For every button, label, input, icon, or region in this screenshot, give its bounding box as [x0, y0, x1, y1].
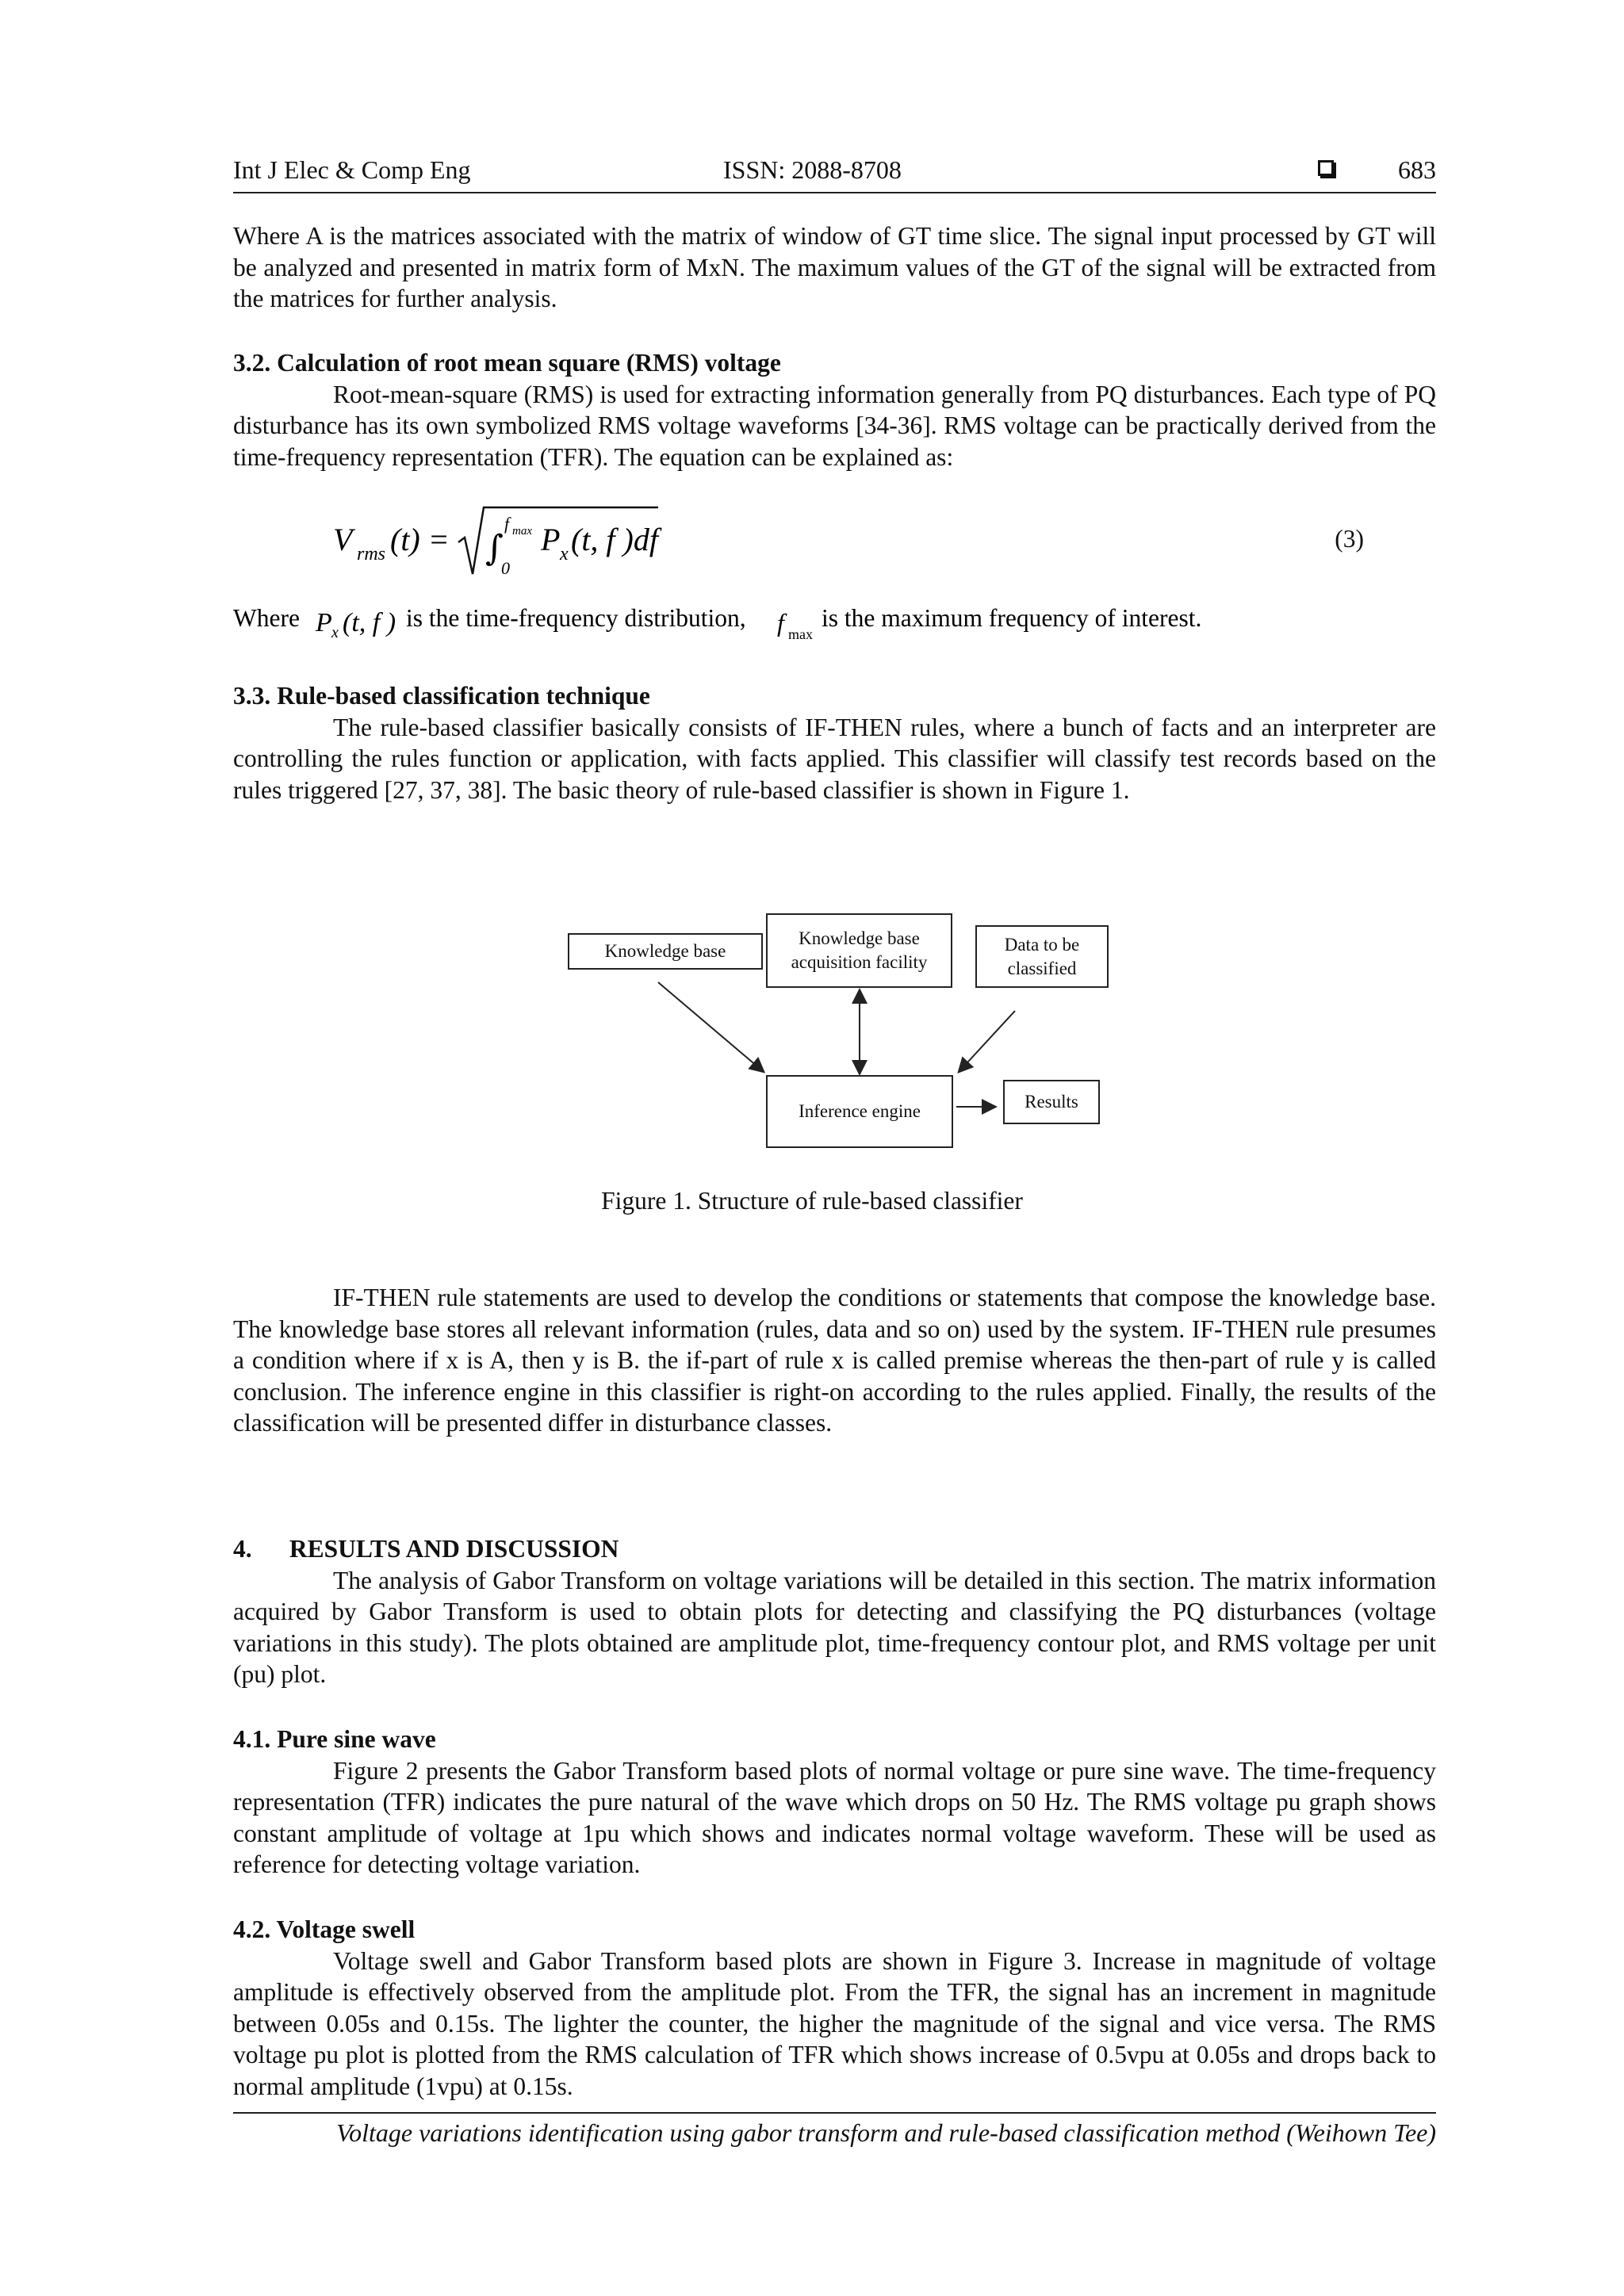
page-number: 683	[1398, 155, 1436, 184]
where-x-sub: x	[331, 624, 339, 641]
section-heading: 4.1. Pure sine wave	[233, 1725, 436, 1753]
eq-v: V	[333, 522, 353, 557]
section-text: Figure 2 presents the Gabor Transform based plots of normal voltage or pure sine wave. The time-frequency representation (TFR) indicates the pure natural of the wave which drops on 50 Hz. The RMS voltage pu graph shows constant amplitude of voltage at 1pu which shows and indicates normal voltage waveform. These will be used as reference for detecting voltage variation.	[233, 1756, 1436, 1879]
section-text: Voltage swell and Gabor Transform based plots are shown in Figure 3. Increase in magnitude of voltage amplitude is effectively observed from the amplitude plot. From the TFR, the signal has an increment in magnitude between 0.05s and 0.15s. The lighter the counter, the higher the magnitude of the signal and vice versa. The RMS voltage pu plot is plotted from the RMS calculation of TFR which shows increase of 0.5vpu at 0.05s and drops back to normal amplitude (1vpu) at 0.15s.	[233, 1946, 1436, 2100]
eq-lhs: (t) =	[390, 522, 450, 557]
results-node: Results	[1003, 1080, 1100, 1124]
arrow-kb-to-engine	[658, 982, 763, 1071]
section-4	[233, 1533, 1436, 1690]
journal-name: Int J Elec & Comp Eng	[233, 155, 471, 184]
section-text: The rule-based classifier basically consists of IF-THEN rules, where a bunch of facts and an interpreter are controlling the rules function or application, with facts applied. This classifier will classify test records based on the rules triggered [27, 37, 38]. The basic theory of rule-based classifier is shown in Figure 1.	[233, 713, 1436, 804]
acquisition-facility-node: Knowledge base acquisition facility	[766, 913, 952, 988]
data-to-be-classified-node: Data to be classified	[975, 925, 1109, 988]
eq-p: P	[541, 522, 561, 557]
eq-rms-sub: rms	[357, 544, 386, 564]
eq-upper: f	[504, 514, 510, 534]
section-text: The analysis of Gabor Transform on voltage variations will be detailed in this section. The matrix information acquired by Gabor Transform is used to obtain plots for detecting and classifying the PQ disturbances (voltage variations in this study). The plots obtained are amplitude plot, time-frequency contour plot, and RMS voltage per unit (pu) plot.	[233, 1566, 1436, 1689]
checkbox-square-icon	[1318, 160, 1334, 176]
paragraph-intro	[233, 220, 1436, 315]
ifthen-text: IF-THEN rule statements are used to develop the conditions or statements that compose the knowledge base. The knowledge base stores all relevant information (rules, data and so on) used by the system. IF-THEN rule presumes a condition where if x is A, then y is B. the if-part of rule x is called premise whereas the then-part of rule y is called conclusion. The inference engine in this classifier is right-on according to the rules applied. Finally, the results of the classification will be presented differ in disturbance classes.	[233, 1284, 1436, 1437]
section-4-2	[233, 1914, 1436, 2103]
eq-x-sub: x	[560, 544, 569, 564]
knowledge-base-node: Knowledge base	[568, 933, 763, 970]
running-header	[233, 155, 1436, 193]
section-heading: 4.2. Voltage swell	[233, 1915, 416, 1943]
svg-text:(t, f ): (t, f )	[343, 608, 396, 637]
equation-number: (3)	[1335, 525, 1364, 553]
section-3-3	[233, 680, 1436, 806]
where-p: P	[316, 608, 332, 637]
where-desc-2: is the maximum frequency of interest.	[822, 604, 1202, 632]
section-heading: 3.3. Rule-based classification technique	[233, 682, 650, 710]
section-3-2	[233, 347, 1436, 473]
integral-icon: ∫	[485, 528, 504, 568]
arrow-data-to-engine	[959, 1011, 1015, 1071]
where-f: f	[777, 608, 784, 637]
where-line	[233, 603, 1436, 649]
figure-1-caption: Figure 1. Structure of rule-based classifier	[601, 1187, 1023, 1215]
section-text: Root-mean-square (RMS) is used for extracting information generally from PQ disturbances. Each type of PQ disturbance has its own symbolized RMS voltage waveforms [34-36]. RMS voltage can be practically derived from the time-frequency representation (TFR). The equation can be explained as:	[233, 380, 1436, 471]
inference-engine-node: Inference engine	[766, 1075, 953, 1148]
eq-lower: 0	[501, 558, 510, 578]
equation-graphic	[333, 501, 1364, 580]
section-heading: 3.2. Calculation of root mean square (RMS) voltage	[233, 349, 781, 377]
eq-upper-sub: max	[512, 525, 532, 538]
running-footer: Voltage variations identification using gabor transform and rule-based classification method (Weihown Tee)	[233, 2112, 1436, 2148]
where-fmax-sub: max	[788, 626, 813, 642]
where-desc-1: is the time-frequency distribution,	[406, 604, 746, 632]
figure-1-diagram	[555, 892, 1110, 1161]
issn: ISSN: 2088-8708	[723, 155, 902, 184]
section-4-1	[233, 1724, 1436, 1881]
where-line-graphic	[233, 603, 1436, 642]
eq-rhs: (t, f )df	[571, 522, 658, 557]
where-word: Where	[233, 604, 300, 632]
paragraph-ifthen	[233, 1282, 1436, 1439]
equation-3	[333, 501, 1364, 580]
section-heading: 4. RESULTS AND DISCUSSION	[233, 1535, 619, 1563]
intro-text: Where A is the matrices associated with the matrix of window of GT time slice. The signal input processed by GT will be analyzed and presented in matrix form of MxN. The maximum values of the GT of the signal will be extracted from the matrices for further analysis.	[233, 222, 1436, 313]
